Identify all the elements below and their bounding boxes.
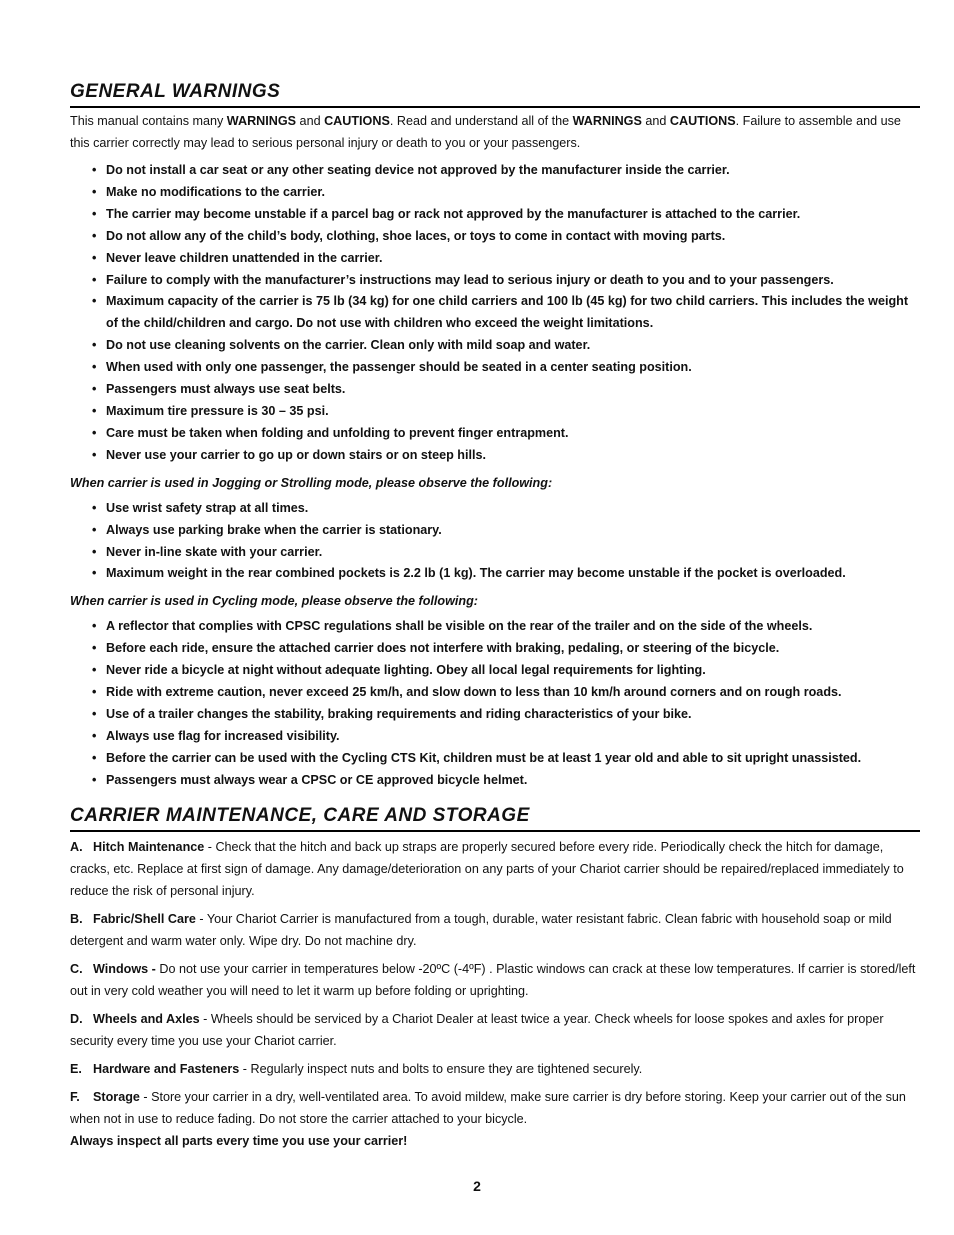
maintenance-item (70, 908, 920, 952)
maintenance-item-text: Do not use your carrier in temperatures below -20ºC (-4ºF) . Plastic windows can crack at these low temperatures. If carrier is stored/left out in very cold weather you will need to let it warm up before folding or uprighting. (70, 961, 916, 998)
warning-item: • Do not install a car seat or any other seating device not approved by the manufacturer inside the carrier. (92, 160, 920, 182)
warning-item: • Never leave children unattended in the carrier. (92, 248, 920, 270)
warning-item: • Care must be taken when folding and unfolding to prevent finger entrapment. (92, 423, 920, 445)
maintenance-item-letter: E. (70, 1061, 82, 1076)
maintenance-item (70, 1058, 920, 1080)
warning-item: • Always use parking brake when the carrier is stationary. (92, 520, 920, 542)
warning-item: • A reflector that complies with CPSC regulations shall be visible on the rear of the trailer and on the side of the wheels. (92, 616, 920, 638)
maintenance-item (70, 1086, 920, 1130)
general-warnings-intro (70, 110, 920, 154)
maintenance-list (70, 836, 920, 1130)
maintenance-item-letter: B. (70, 911, 83, 926)
warning-item: • Passengers must always use seat belts. (92, 379, 920, 401)
manual-page (70, 80, 920, 1152)
warning-item: • Before each ride, ensure the attached carrier does not interfere with braking, pedaling, or steering of the bicycle. (92, 638, 920, 660)
warning-item: • Maximum weight in the rear combined pockets is 2.2 lb (1 kg). The carrier may become unstable if the pocket is overloaded. (92, 563, 920, 585)
warning-item: • Before the carrier can be used with the Cycling CTS Kit, children must be at least 1 year old and able to sit upright unassisted. (92, 748, 920, 770)
maintenance-item-title: Storage (93, 1089, 140, 1104)
maintenance-title: CARRIER MAINTENANCE, CARE AND STORAGE (70, 804, 920, 832)
warning-item: • Failure to comply with the manufacturer’s instructions may lead to serious injury or death to you and to your passengers. (92, 270, 920, 292)
maintenance-item-title: Hitch Maintenance (93, 839, 205, 854)
maintenance-item (70, 836, 920, 902)
maintenance-item-title: Windows - (93, 961, 156, 976)
maintenance-item-title: Hardware and Fasteners (93, 1061, 240, 1076)
maintenance-item-title: Fabric/Shell Care (93, 911, 196, 926)
intro-text: and (296, 114, 325, 128)
intro-emphasis: WARNINGS (226, 114, 297, 128)
warning-item: • Never in-line skate with your carrier. (92, 542, 920, 564)
intro-text: and (641, 114, 670, 128)
warning-item: • When used with only one passenger, the passenger should be seated in a center seating position. (92, 357, 920, 379)
final-note: Always inspect all parts every time you use your carrier! (70, 1133, 408, 1148)
jogging-mode-heading: When carrier is used in Jogging or Strolling mode, please observe the following: (70, 475, 553, 490)
warning-item: • Make no modifications to the carrier. (92, 182, 920, 204)
general-warnings-list (70, 160, 920, 467)
warning-item: • Use wrist safety strap at all times. (92, 498, 920, 520)
page-number: 2 (473, 1178, 481, 1194)
maintenance-item-text: - Check that the hitch and back up straps are properly secured before every ride. Periodically check the hitch for damage, cracks, etc. Replace at first sign of damage. Any damage/deterioration on any parts of your Chariot carrier should be repaired/replaced immediately to reduce the risk of personal injury. (70, 839, 904, 898)
maintenance-item-text: - Store your carrier in a dry, well-ventilated area. To avoid mildew, make sure carrier is dry before storing. Keep your carrier out of the sun when not in use to reduce fading. Do not store the carrier attached to your bicycle. (70, 1089, 906, 1126)
general-warnings-title: GENERAL WARNINGS (70, 80, 920, 108)
intro-text: This manual contains many (70, 114, 227, 128)
intro-emphasis: WARNINGS (572, 114, 642, 128)
maintenance-item-letter: C. (70, 961, 83, 976)
warning-item: • Maximum tire pressure is 30 – 35 psi. (92, 401, 920, 423)
cycling-warnings-list (70, 616, 920, 791)
maintenance-item-letter: A. (70, 839, 83, 854)
intro-emphasis: CAUTIONS (324, 114, 390, 128)
maintenance-item (70, 958, 920, 1002)
maintenance-item-letter: F. (70, 1089, 80, 1104)
warning-item: • Do not use cleaning solvents on the carrier. Clean only with mild soap and water. (92, 335, 920, 357)
warning-item: • Passengers must always wear a CPSC or CE approved bicycle helmet. (92, 770, 920, 792)
maintenance-item-text: - Wheels should be serviced by a Chariot Dealer at least twice a year. Check wheels for loose spokes and axles for proper security every time you use your Chariot carrier. (70, 1011, 884, 1048)
intro-text: . Failure to assemble and use this carrier correctly may lead to serious personal injury or death to you or your passengers. (70, 114, 901, 150)
cycling-mode-heading: When carrier is used in Cycling mode, please observe the following: (70, 594, 478, 609)
warning-item: • Never ride a bicycle at night without adequate lighting. Obey all local legal requirements for lighting. (92, 660, 920, 682)
warning-item: • Ride with extreme caution, never exceed 25 km/h, and slow down to less than 10 km/h around corners and on rough roads. (92, 682, 920, 704)
maintenance-item-letter: D. (70, 1011, 83, 1026)
warning-item: • Never use your carrier to go up or down stairs or on steep hills. (92, 445, 920, 467)
intro-emphasis: CAUTIONS (669, 114, 736, 128)
warning-item: • Use of a trailer changes the stability, braking requirements and riding characteristics of your bike. (92, 704, 920, 726)
warning-item: • The carrier may become unstable if a parcel bag or rack not approved by the manufacturer is attached to the carrier. (92, 204, 920, 226)
maintenance-item-title: Wheels and Axles (93, 1011, 200, 1026)
maintenance-item-text: - Regularly inspect nuts and bolts to ensure they are tightened securely. (239, 1061, 643, 1076)
intro-text: . Read and understand all of the (389, 114, 573, 128)
warning-item: • Maximum capacity of the carrier is 75 lb (34 kg) for one child carriers and 100 lb (45 kg) for two child carriers. This includes the weight of the child/children and cargo. Do not use with children who exceed the weight limitations. (92, 291, 920, 335)
warning-item: • Do not allow any of the child’s body, clothing, shoe laces, or toys to come in contact with moving parts. (92, 226, 920, 248)
maintenance-item-text: - Your Chariot Carrier is manufactured from a tough, durable, water resistant fabric. Clean fabric with household soap or mild detergent and warm water only. Wipe dry. Do not machine dry. (70, 911, 892, 948)
warning-item: • Always use flag for increased visibility. (92, 726, 920, 748)
jogging-warnings-list (70, 498, 920, 586)
maintenance-item (70, 1008, 920, 1052)
